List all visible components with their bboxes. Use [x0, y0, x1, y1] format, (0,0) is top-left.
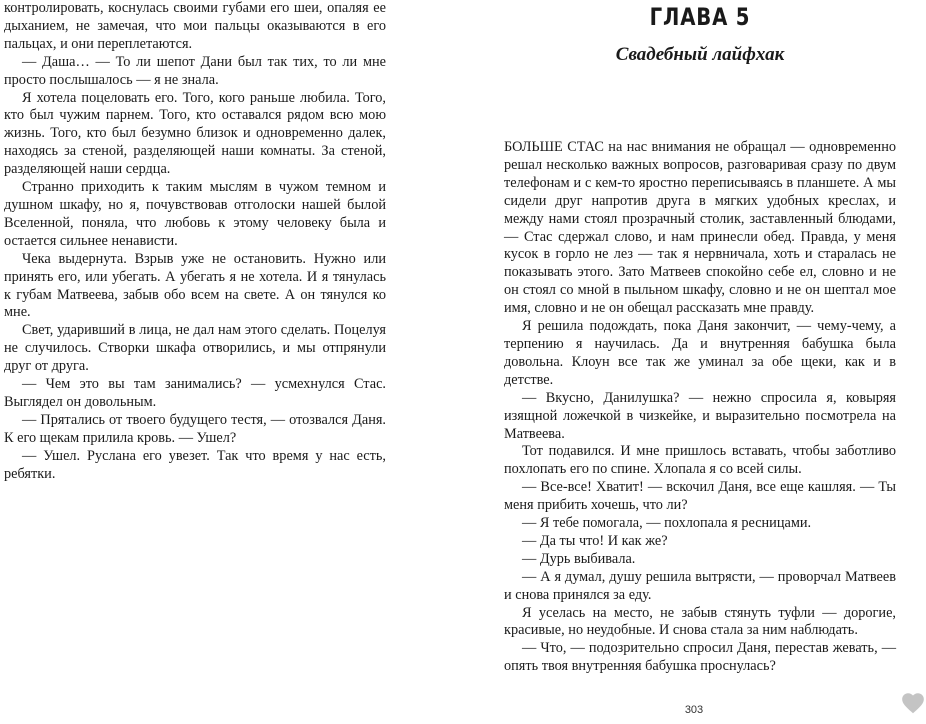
chapter-title: ГЛАВА 5 — [649, 3, 751, 31]
paragraph: — Да ты что! И как же? — [522, 532, 668, 549]
paragraph: — Ушел. Руслана его увезет. Так что время у нас есть, ребятки. — [4, 447, 386, 482]
chapter-body — [504, 139, 896, 676]
paragraph: — Что, — подозрительно спросил Даня, перестав жевать, — опять твоя внутренняя бабушка проснулась? — [504, 640, 896, 675]
paragraph: Чека выдернута. Взрыв уже не остановить. Нужно или принять его, или убегать. А убегать я не хотела. И я тянулась к губам Матвеева, забыв обо всем на свете. А он тянулся ко мне. — [4, 250, 386, 321]
left-page — [4, 0, 386, 724]
paragraph: Я уселась на место, не забыв стянуть туфли — дорогие, красивые, но неудобные. И снова стала за ним наблюдать. — [504, 604, 896, 639]
paragraph: — А я думал, душу решила вытрясти, — проворчал Матвеев и снова принялся за еду. — [504, 568, 896, 603]
paragraph: — Все-все! Хватит! — вскочил Даня, все еще кашляя. — Ты меня прибить хочешь, что ли? — [504, 479, 896, 514]
chapter-subtitle: Свадебный лайфхак — [615, 44, 785, 65]
paragraph: — Чем это вы там занимались? — усмехнулся Стас. Выглядел он довольным. — [4, 376, 386, 410]
paragraph: Я хотела поцеловать его. Того, кого раньше любила. Того, кто был чужим парнем. Того, кто оставался рядом всю мою жизнь. Того, кто был безумно близок и одновременно далек, находясь за стеной, разделяющей наши комнаты. За стеной, разделяющей наши сердца. — [4, 89, 386, 178]
paragraph: — Прятались от твоего будущего тестя, — отозвался Даня. К его щекам прилила кровь. — Ушел? — [4, 411, 386, 446]
paragraph: контролировать, коснулась своими губами его шеи, опаляя ее дыханием, не замечая, что мои пальцы оказываются в его пальцах, и они переплетаются. — [4, 0, 386, 52]
paragraph: Странно приходить к таким мыслям в чужом темном и душном шкафу, но я, почувствовав отголоски нашей былой Вселенной, поняла, что любовь к этому человеку была и остается сильнее ненависти. — [4, 179, 386, 249]
paragraph: Я решила подождать, пока Даня закончит, — чему-чему, а терпению я научилась. Да и внутренняя бабушка была довольна. Клоун все так же уминал за обе щеки, как и в детстве. — [504, 318, 896, 388]
heart-icon[interactable] — [900, 690, 926, 716]
paragraph: Тот подавился. И мне пришлось вставать, чтобы заботливо похлопать его по спине. Хлопала я со всей силы. — [504, 443, 896, 478]
paragraph: Свет, ударивший в лица, не дал нам этого сделать. Поцелуя не случилось. Створки шкафа отворились, и мы отпрянули друг от друга. — [4, 322, 386, 375]
paragraph: БОЛЬШЕ СТАС на нас внимания не обращал — одновременно решал несколько важных вопросов, разговаривая сразу по двум телефонам и с кем-то яростно переписываясь в планшете. А мы сидели друг напротив друга в мягких удобных креслах, и между нами стоял прозрачный столик, заставленный блюдами, — Стас сдержал слово, и нам принесли обед. Правда, у меня кусок в горло не лез — так я нервничала, хоть и старалась не показывать этого. Зато Матвеев спокойно себе ел, словно и не он стоял со мной в пыльном шкафу, словно и не он шептал мое имя, словно и не он обещал рассказать мне правду. — [504, 139, 896, 317]
paragraph: — Я тебе помогала, — похлопала я ресницами. — [522, 515, 812, 532]
paragraph: — Даша… — То ли шепот Дани был так тих, то ли мне просто послышалось — я не знала. — [4, 53, 386, 88]
paragraph: — Дурь выбивала. — [522, 550, 636, 567]
paragraph: — Вкусно, Данилушка? — нежно спросила я, ковыряя изящной ложечкой в чизкейке, и выразительно посмотрела на Матвеева. — [504, 389, 896, 442]
right-page — [504, 0, 896, 724]
page-number: 303 — [684, 704, 704, 716]
